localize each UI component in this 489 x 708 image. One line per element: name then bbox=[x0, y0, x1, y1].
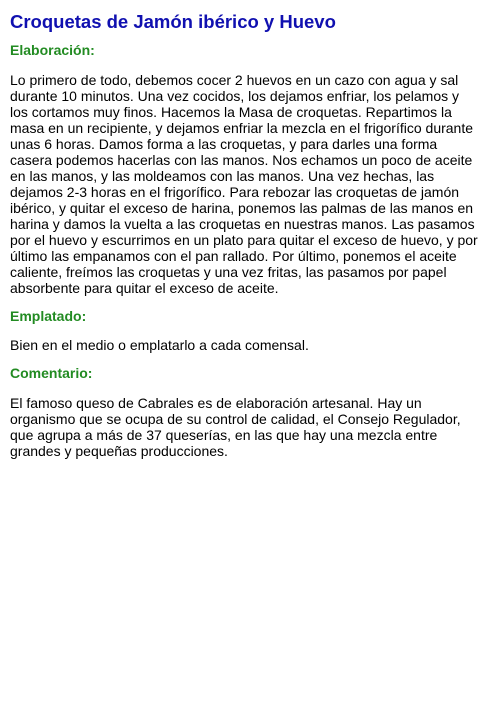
section-body-comentario: El famoso queso de Cabrales es de elaboración artesanal. Hay un organismo que se ocupa de su control de calidad, el Consejo Regulador, que agrupa a más de 37 queserías, en las que hay una mezcla entre grandes y pequeñas producciones. bbox=[10, 395, 461, 459]
section-heading-comentario: Comentario: bbox=[10, 365, 93, 381]
section-body-elaboracion: Lo primero de todo, debemos cocer 2 huevos en un cazo con agua y sal durante 10 minutos. Una vez cocidos, los dejamos enfriar, los pelamos y los cortamos muy finos. Hacemos la Masa de croquetas. Repartimos la masa en un recipiente, y dejamos enfriar la mezcla en el frigorífico durante unas 6 horas. Damos forma a las croquetas, y para darles una forma casera podemos hacerlas con las manos. Nos echamos un poco de aceite en las manos, y las moldeamos con las manos. Una vez hechas, las dejamos 2-3 horas en el frigorífico. Para rebozar las croquetas de jamón ibérico, y quitar el exceso de harina, ponemos las palmas de las manos en harina y damos la vuelta a las croquetas en nuestras manos. Las pasamos por el huevo y escurrimos en un plato para quitar el exceso de huevo, y por último las empanamos con el pan rallado. Por último, ponemos el aceite caliente, freímos las croquetas y una vez fritas, las pasamos por papel absorbente para quitar el exceso de aceite. bbox=[10, 72, 478, 296]
section-heading-emplatado: Emplatado: bbox=[10, 308, 87, 324]
recipe-title: Croquetas de Jamón ibérico y Huevo bbox=[10, 11, 336, 32]
section-heading-elaboracion: Elaboración: bbox=[10, 42, 95, 58]
section-body-emplatado: Bien en el medio o emplatarlo a cada comensal. bbox=[10, 337, 309, 353]
